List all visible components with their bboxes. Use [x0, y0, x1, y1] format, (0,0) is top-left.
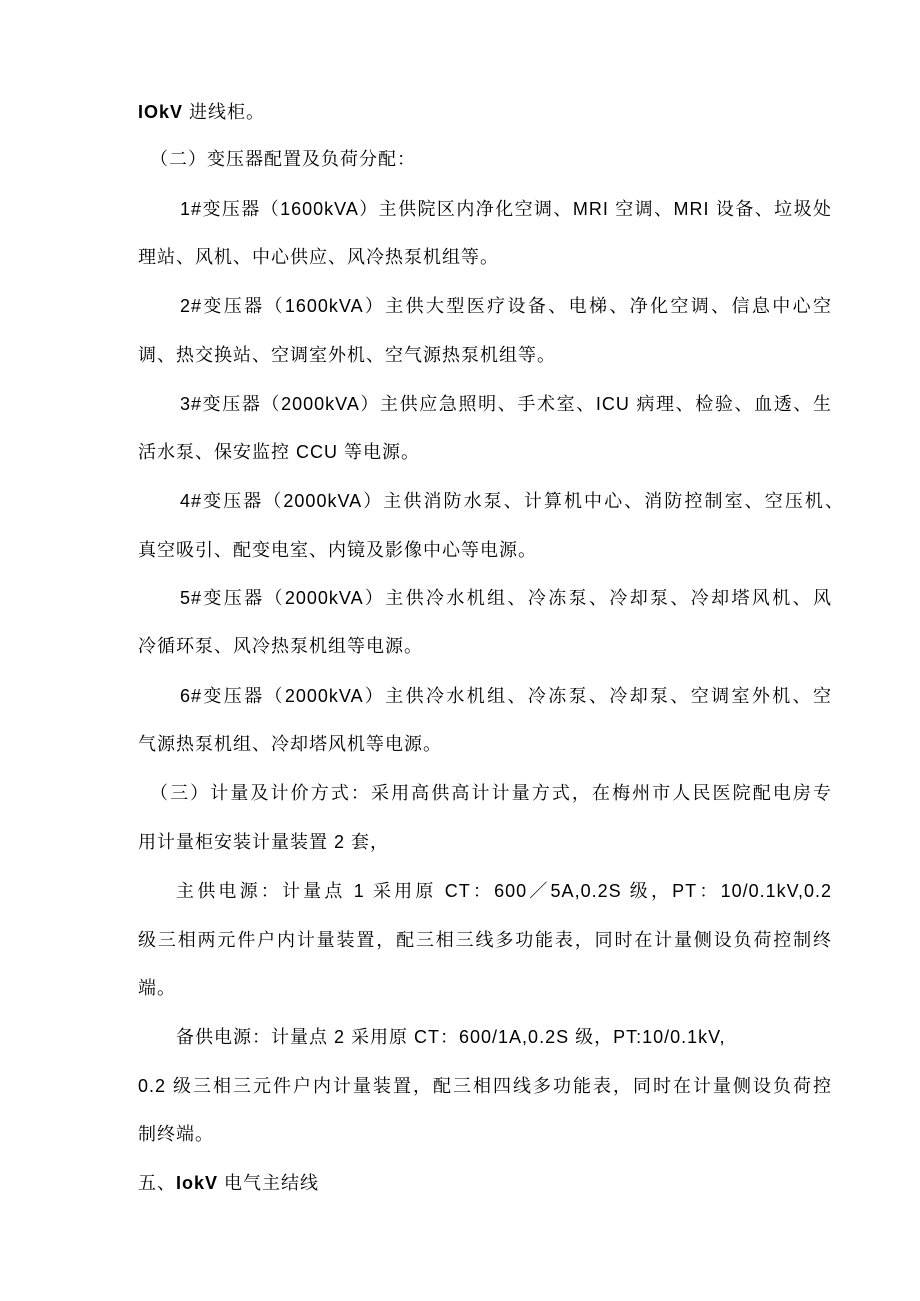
paragraph-line: 备供电源：计量点 2 采用原 CT：600/1A,0.2S 级，PT:10/0.1kV, — [176, 1027, 726, 1047]
bold-text: IOkV — [138, 102, 184, 122]
paragraph-line: 调、热交换站、空调室外机、空气源热泵机组等。 — [138, 345, 556, 365]
paragraph-line: 3#变压器（2000kVA）主供应急照明、手术室、ICU 病理、检验、血透、生 — [180, 394, 832, 414]
paragraph-line: 1#变压器（1600kVA）主供院区内净化空调、MRI 空调、MRI 设备、垃圾处 — [180, 199, 832, 219]
paragraph-line: 气源热泵机组、冷却塔风机等电源。 — [138, 734, 442, 754]
paragraph-line: 活水泵、保安监控 CCU 等电源。 — [138, 442, 420, 462]
paragraph-line: 5#变压器（2000kVA）主供冷水机组、冷冻泵、冷却泵、冷却塔风机、风 — [180, 588, 832, 608]
paragraph-line: 级三相两元件户内计量装置，配三相三线多功能表，同时在计量侧设负荷控制终 — [138, 930, 832, 950]
chapter-heading — [138, 1171, 319, 1195]
section-heading: （二）变压器配置及负荷分配： — [150, 149, 416, 169]
paragraph-line: 4#变压器（2000kVA）主供消防水泵、计算机中心、消防控制室、空压机、 — [180, 491, 844, 511]
section-heading: （三）计量及计价方式：采用高供高计计量方式，在梅州市人民医院配电房专 — [150, 783, 832, 803]
paragraph-line: 制终端。 — [138, 1124, 214, 1144]
line-text: 电气主结线 — [224, 1173, 320, 1193]
paragraph-line: 主供电源：计量点 1 采用原 CT：600／5A,0.2S 级，PT：10/0.1kV,0.2 — [176, 881, 832, 901]
paragraph-line: 真空吸引、配变电室、内镜及影像中心等电源。 — [138, 540, 537, 560]
paragraph-line — [138, 100, 265, 124]
paragraph-line: 端。 — [138, 978, 176, 998]
paragraph-line: 冷循环泵、风冷热泵机组等电源。 — [138, 636, 423, 656]
paragraph-line: 0.2 级三相三元件户内计量装置，配三相四线多功能表，同时在计量侧设负荷控 — [138, 1076, 832, 1096]
paragraph-line: 用计量柜安装计量装置 2 套， — [138, 832, 390, 852]
paragraph-line: 2#变压器（1600kVA）主供大型医疗设备、电梯、净化空调、信息中心空 — [180, 296, 832, 316]
paragraph-line: 理站、风机、中心供应、风冷热泵机组等。 — [138, 247, 499, 267]
heading-prefix: 五、 — [138, 1173, 176, 1193]
bold-text: IokV — [176, 1173, 219, 1193]
line-text: 进线柜。 — [189, 102, 266, 122]
paragraph-line: 6#变压器（2000kVA）主供冷水机组、冷冻泵、冷却泵、空调室外机、空 — [180, 686, 832, 706]
